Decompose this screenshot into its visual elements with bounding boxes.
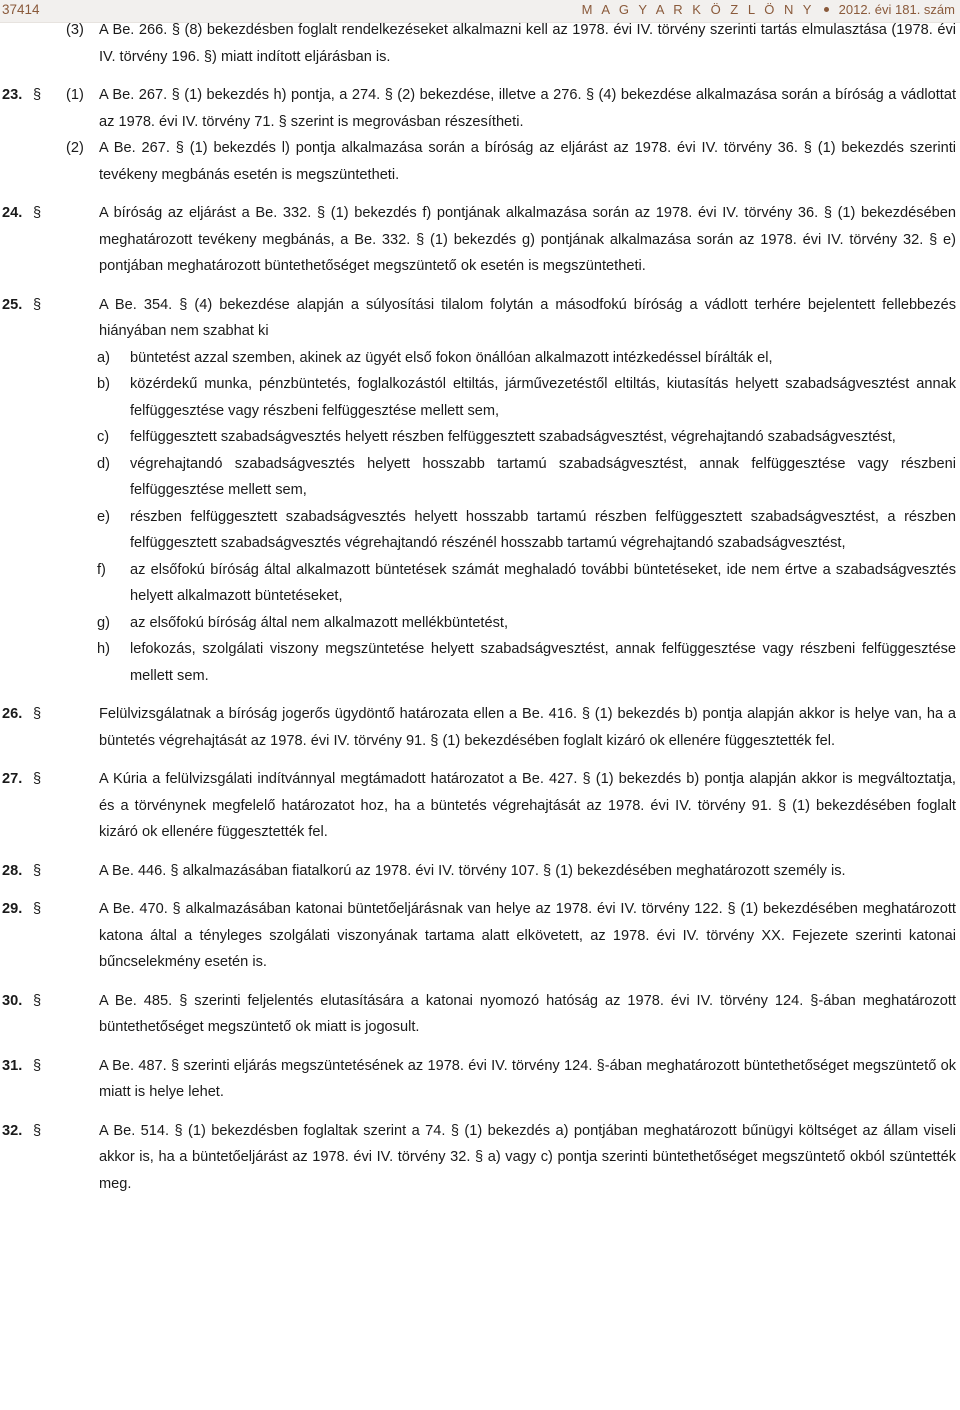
section-text: A Be. 354. § (4) bekezdése alapján a súlyosítási tilalom folytán a másodfokú bíróság a vádlott terhére bejelentett fellebbezés hiányában nem szabhat ki (99, 296, 956, 339)
point-text: az elsőfokú bíróság által alkalmazott büntetések számát meghaladó további büntetéseket, ide nem értve a szabadságvesztés helyett alkalmazott büntetéseket, (130, 561, 956, 604)
section-27 (0, 766, 960, 846)
point-text: büntetést azzal szemben, akinek az ügyét első fokon önállóan alkalmazott intézkedéssel bírálták el, (130, 349, 773, 366)
section-23 (0, 82, 960, 188)
section-32 (0, 1118, 960, 1198)
section-text: A Be. 487. § szerinti eljárás megszüntetésének az 1978. évi IV. törvény 124. §-ában meghatározott büntethetőséget megszüntető ok miatt is helye lehet. (99, 1057, 956, 1100)
journal-title: M A G Y A R K Ö Z L Ö N Y (581, 2, 815, 17)
list-item (0, 371, 960, 424)
point-label: c) (97, 429, 110, 445)
section-30 (0, 988, 960, 1041)
section-25 (0, 292, 960, 690)
section-text: A Be. 470. § alkalmazásában katonai büntetőeljárásnak van helye az 1978. évi IV. törvény 122. § (1) bekezdésében meghatározott katona által a tényleges szolgálati viszonyának tartama alatt elkövetett, az 1978. évi IV. törvény XX. Fejezete szerinti katonai bűncselekmény esetén is. (99, 901, 956, 970)
section-number: 28. (2, 862, 23, 879)
section-24 (0, 200, 960, 280)
section-28 (0, 858, 960, 885)
section-sign: § (33, 992, 42, 1009)
point-text: lefokozás, szolgálati viszony megszüntetése helyett szabadságvesztést, annak felfüggesztése vagy részbeni felfüggesztése mellett sem. (130, 641, 956, 684)
point-label: f) (97, 561, 106, 578)
point-label: h) (97, 641, 110, 657)
section-sign: § (33, 862, 42, 879)
intro-paragraph (0, 17, 960, 70)
section-text: A Be. 446. § alkalmazásában fiatalkorú az 1978. évi IV. törvény 107. § (1) bekezdésében meghatározott személy is. (99, 862, 846, 879)
section-text: Felülvizsgálatnak a bíróság jogerős ügydöntő határozata ellen a Be. 416. § (1) bekezdés b) pontja alapján akkor is helye van, ha a büntetés végrehajtását az 1978. évi IV. törvény 91. § (1) bekezdésében foglalt kizáró ok ellenére függesztették fel. (99, 706, 956, 749)
section-number: 24. (2, 205, 23, 221)
list-item (0, 424, 960, 451)
section-text: A bíróság az eljárást a Be. 332. § (1) bekezdés f) pontjának alkalmazása során az 1978. évi IV. törvény 36. § (1) bekezdésében meghatározott tevékeny megbánás, a Be. 332. § (1) bekezdés g) pontjának alkalmazása során az 1978. évi IV. törvény 32. § e) pontjában meghatározott büntethetőséget megszüntető ok esetén is megszüntetheti. (99, 205, 956, 274)
point-text: közérdekű munka, pénzbüntetés, foglalkozástól eltiltás, járművezetéstől eltiltás, kiutasítás helyett szabadságvesztést annak felfüggesztése vagy részbeni felfüggesztése mellett sem, (130, 376, 956, 419)
point-label: a) (97, 349, 110, 366)
section-number: 32. (2, 1122, 23, 1139)
section-number: 26. (2, 706, 23, 722)
list-item (0, 557, 960, 610)
issue-label: 2012. évi 181. szám (838, 2, 955, 17)
list-item (0, 636, 960, 689)
section-sign: § (33, 296, 42, 313)
document-body (0, 17, 960, 1209)
section-31 (0, 1053, 960, 1106)
list-item (0, 504, 960, 557)
page-number: 37414 (2, 2, 40, 17)
section-number: 27. (2, 771, 23, 787)
section-sign: § (33, 771, 42, 787)
section-number: 30. (2, 992, 23, 1009)
section-sign: § (33, 1057, 42, 1074)
section-sign: § (33, 205, 42, 221)
point-text: az elsőfokú bíróság által nem alkalmazott mellékbüntetést, (130, 614, 509, 631)
list-item (0, 451, 960, 504)
section-sign: § (33, 706, 42, 722)
point-label: d) (97, 455, 110, 472)
point-list (0, 345, 960, 690)
paragraph-text: A Be. 266. § (8) bekezdésben foglalt rendelkezéseket alkalmazni kell az 1978. évi IV. törvény szerinti tartás elmulasztása (1978. évi IV. törvény 196. §) miatt indított eljárásban is. (99, 22, 956, 65)
point-label: b) (97, 376, 110, 392)
section-number: 25. (2, 296, 23, 313)
section-sign: § (33, 901, 42, 917)
section-29 (0, 896, 960, 976)
section-26 (0, 701, 960, 754)
section-number: 23. (2, 87, 23, 103)
section-number: 29. (2, 901, 23, 917)
point-label: g) (97, 614, 110, 631)
section-number: 31. (2, 1057, 23, 1074)
section-sign: § (33, 87, 42, 103)
point-text: felfüggesztett szabadságvesztés helyett részben felfüggesztett szabadságvesztést, végrehajtandó szabadságvesztést, (130, 429, 896, 445)
bullet-icon (824, 7, 829, 12)
paragraph-text: A Be. 267. § (1) bekezdés l) pontja alkalmazása során a bíróság az eljárást az 1978. évi IV. törvény 36. § (1) bekezdés szerinti tevékeny megbánás esetén is megszüntetheti. (99, 140, 956, 183)
point-label: e) (97, 508, 110, 525)
section-text: A Kúria a felülvizsgálati indítvánnyal megtámadott határozatot a Be. 427. § (1) bekezdés b) pontja alapján akkor is megváltoztatja, és a törvénynek megfelelő határozatot hoz, ha a büntetés végrehajtását az 1978. évi IV. törvény 91. § (1) bekezdésében foglalt kizáró ok ellenére függesztették fel. (99, 771, 956, 840)
point-text: végrehajtandó szabadságvesztés helyett hosszabb tartamú szabadságvesztést, annak felfüggesztése vagy részbeni felfüggesztése mellett sem, (130, 455, 956, 498)
paragraph-label: (1) (66, 87, 84, 103)
list-item (0, 610, 960, 637)
section-text: A Be. 485. § szerinti feljelentés elutasítására a katonai nyomozó hatóság az 1978. évi IV. törvény 124. §-ában meghatározott büntethetőséget megszüntető ok miatt is jogosult. (99, 992, 956, 1035)
paragraph-label: (2) (66, 140, 84, 156)
section-text: A Be. 514. § (1) bekezdésben foglaltak szerint a 74. § (1) bekezdés a) pontjában meghatározott bűnügyi költséget az állam viseli akkor is, ha a büntetőeljárást az 1978. évi IV. törvény 32. § a) vagy c) pontja szerinti büntethetőséget megszüntető okból szüntették meg. (99, 1122, 956, 1192)
point-text: részben felfüggesztett szabadságvesztés helyett hosszabb tartamú részben felfüggesztett szabadságvesztést, a részben felfüggesztett szabadságvesztés végrehajtandó részénél hosszabb tartamú végrehajtandó szabadságvesztést, (130, 508, 956, 551)
list-item (0, 345, 960, 372)
section-sign: § (33, 1122, 42, 1139)
paragraph-text: A Be. 267. § (1) bekezdés h) pontja, a 274. § (2) bekezdése, illetve a 276. § (4) bekezdése alkalmazása során a bíróság a vádlottat az 1978. évi IV. törvény 71. § szerint is megrovásban részesítheti. (99, 87, 956, 130)
paragraph-label: (3) (66, 22, 84, 38)
